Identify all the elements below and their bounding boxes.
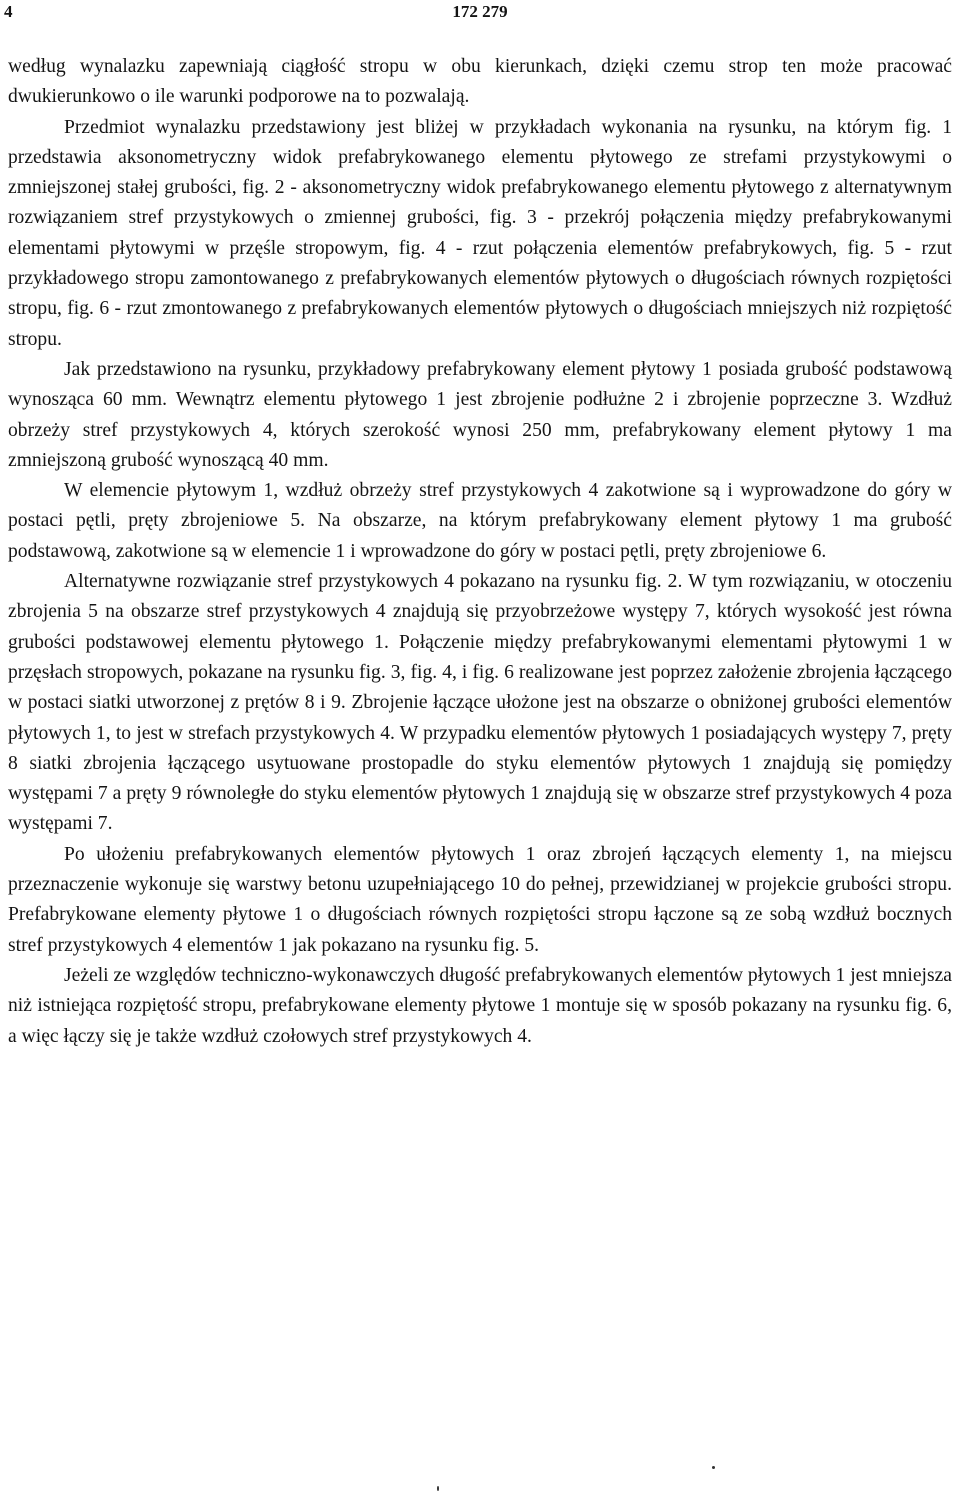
page-number: 4	[4, 2, 13, 21]
patent-number: 172 279	[452, 2, 508, 21]
scan-speck	[712, 1466, 715, 1469]
paragraph-shorter-elements: Jeżeli ze względów techniczno-wykonawczych długość prefabrykowanych elementów płytowych 1 jest mniejsza niż istniejąca rozpiętość stropu, prefabrykowane elementy płytowe 1 montuje się w sposób pokazany na rysunku fig. 6, a więc łączy się je także wzdłuż czołowych stref przystykowych 4.	[8, 964, 952, 1047]
paragraph-reinforcement-loops: W elemencie płytowym 1, wzdłuż obrzeży stref przystykowych 4 zakotwione są i wyprowadzone do góry w postaci pętli, pręty zbrojeniowe 5. Na obszarze, na którym prefabrykowany element płytowy 1 ma grubość podstawową, zakotwione są w elemencie 1 i wprowadzone do góry w postaci pętli, pręty zbrojeniowe 6.	[8, 480, 952, 562]
paragraph-continuation: według wynalazku zapewniają ciągłość stropu w obu kierunkach, dzięki czemu strop ten może pracować dwukierunkowo o ile warunki podporowe na to pozwalają.	[8, 56, 952, 108]
paragraph-concrete-layer: Po ułożeniu prefabrykowanych elementów płytowych 1 oraz zbrojeń łączących elementy 1, na miejscu przeznaczenie wykonuje się warstwy betonu uzupełniającego 10 do pełnej, przewidzianej w projekcie grubości stropu. Prefabrykowane elementy płytowe 1 o długościach równych rozpiętości stropu łączone są ze sobą wzdłuż bocznych stref przystykowych 4 elementów 1 jak pokazano na rysunku fig. 5.	[8, 843, 952, 956]
body-text	[8, 52, 952, 1052]
paragraph-element-thickness: Jak przedstawiono na rysunku, przykładowy prefabrykowany element płytowy 1 posiada grubość podstawową wynosząca 60 mm. Wewnątrz elementu płytowego 1 jest zbrojenie podłużne 2 i zbrojenie poprzeczne 3. Wzdłuż obrzeży stref przystykowych 4, których szerokość wynosi 250 mm, prefabrykowany element płytowy 1 ma zmniejszoną grubość wynoszącą 40 mm.	[8, 358, 952, 471]
paragraph-alternative-solution: Alternatywne rozwiązanie stref przystykowych 4 pokazano na rysunku fig. 2. W tym rozwiązaniu, w otoczeniu zbrojenia 5 na obszarze stref przystykowych 4 znajdują się przyobrzeżowe występy 7, których wysokość jest równa grubości podstawowej elementu płytowego 1. Połączenie między prefabrykowanymi elementami płytowymi 1 w przęsłach stropowych, pokazane na rysunku fig. 3, fig. 4, i fig. 6 realizowane jest poprzez założenie zbrojenia łączącego w postaci siatki utworzonej z prętów 8 i 9. Zbrojenie łączące ułożone jest na obszarze o obniżonej grubości elementów płytowych 1, to jest w strefach przystykowych 4. W przypadku elementów płytowych 1 posiadających występy 7, pręty 8 siatki zbrojenia łączącego usytuowane prostopadle do styku elementów płytowych 1 znajdują się pomiędzy występami 7 a pręty 9 równoległe do styku elementów płytowych 1 znajdują się w obszarze stref przystykowych 4 poza występami 7.	[8, 571, 952, 835]
scan-speck	[437, 1486, 439, 1491]
paragraph-figures-description: Przedmiot wynalazku przedstawiony jest bliżej w przykładach wykonania na rysunku, na którym fig. 1 przedstawia aksonometryczny widok prefabrykowanego elementu płytowego ze strefami przystykowymi o zmniejszonej stałej grubości, fig. 2 - aksonometryczny widok prefabrykowanego elementu płytowego z alternatywnym rozwiązaniem stref przystykowych o zmiennej grubości, fig. 3 - przekrój połączenia między prefabrykowanymi elementami płytowymi w przęśle stropowym, fig. 4 - rzut połączenia elementów prefabrykowych, fig. 5 - rzut przykładowego stropu zamontowanego z prefabrykowanych elementów płytowych o długościach równych rozpiętości stropu, fig. 6 - rzut zmontowanego z prefabrykowanych elementów płytowych o długościach mniejszych niż rozpiętość stropu.	[8, 116, 952, 350]
page-header	[0, 2, 960, 28]
